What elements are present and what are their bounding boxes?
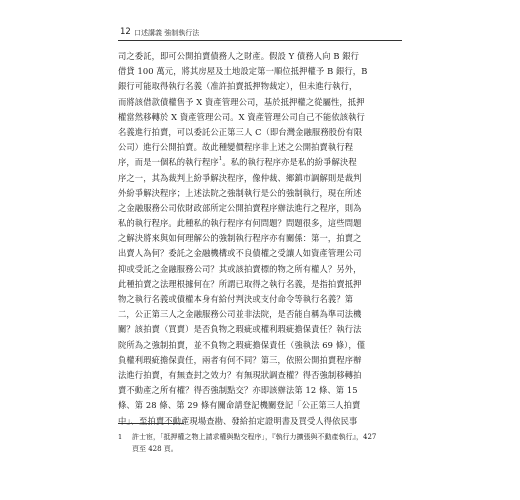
body-line: 之解決將來與如何理解公的強制執行程序亦有關係：第一，拍賣之 <box>118 233 362 244</box>
body-line: 法進行拍賣，有無查封之效力？有無現狀調查權？得否強制移轉拍 <box>118 369 362 380</box>
footnote-text-line1: 許士宦，「抵押權之物上請求權與點交程序」，『執行力擴張與不動產執行』，427 <box>132 433 377 441</box>
body-text <box>118 49 402 429</box>
body-line: 借貸 100 萬元，將其房屋及土地設定第一順位抵押權予 B 銀行，B <box>118 66 368 77</box>
body-line: 關？該拍賣（買賣）是否負物之瑕疵或權利瑕疵擔保責任？執行法 <box>118 324 362 335</box>
body-line: 賣不動產之所有權？得否強制點交？亦即該辦法第 12 條、第 15 <box>118 385 358 396</box>
footnote-number: 1 <box>118 433 123 441</box>
footnote-text-line2: 頁至 428 頁。 <box>132 445 178 453</box>
body-line: 此種拍賣之法理根據何在？所謂已取得之執行名義，是指拍賣抵押 <box>118 278 362 289</box>
running-title: 口述講義 強制執行法 <box>134 29 200 37</box>
footnote-separator <box>118 423 184 424</box>
body-line: 名義進行拍賣，可以委託公正第三人 C（即台灣金融服務股份有限 <box>118 126 363 137</box>
body-line: 序之一，其為裁判上紛爭解決程序，像仲裁、鄉鎮市調解則是裁判 <box>118 172 362 183</box>
body-line: 中」、至拍賣不動產現場查勘、發給拍定證明書及買受人得依民事 <box>118 415 358 426</box>
body-line: 負權利瑕疵擔保責任，兩者有何不同？第三，依照公開拍賣程序辦 <box>118 354 362 365</box>
body-line: 物之執行名義或債權本身有給付判決或支付命令等執行名義？第 <box>118 294 354 304</box>
body-line: 條、第 28 條、第 29 條有關命請登記機關登記「公正第三人拍賣 <box>118 400 361 411</box>
footnote <box>118 431 402 455</box>
page-number: 12 <box>120 27 131 37</box>
body-line: 銀行可能取得執行名義（准許拍賣抵押物裁定），但未進行執行， <box>118 81 358 92</box>
body-line: 之金融服務公司依財政部所定公開拍賣程序辦法進行之程序，則為 <box>118 202 362 213</box>
body-line: 抑或受託之金融服務公司？其或該拍賣標的物之所有權人？另外， <box>118 263 362 274</box>
header-rule <box>118 40 402 41</box>
body-line: 公司）進行公開拍賣。故此種變價程序非上述之公開拍賣執行程 <box>118 142 354 153</box>
body-line: 二，公正第三人之金融服務公司並非法院，是否能自稱為準司法機 <box>118 309 362 320</box>
body-line: 私的執行程序。此種私的執行程序有何問題？問題很多，這些問題 <box>118 218 362 229</box>
body-line: 權當然移轉於 X 資產管理公司。X 資產管理公司自己不能依該執行 <box>118 111 365 122</box>
body-line-text: 序，而是一個私的執行程序 <box>118 157 219 168</box>
body-line: 院所為之強制拍賣，並不負物之瑕疵擔保責任（強執法 69 條），僅 <box>118 339 366 350</box>
body-line-text-tail: 。私的執行程序亦是私的紛爭解決程 <box>222 157 357 168</box>
body-line: 外紛爭解決程序；上述法院之強制執行是公的強制執行，現在所述 <box>118 187 362 198</box>
body-line-with-footnote <box>118 155 402 170</box>
running-header <box>118 26 402 42</box>
body-line: 而將該借款債權售予 X 資產管理公司，基於抵押權之從屬性，抵押 <box>118 96 365 107</box>
body-line: 出賣人為何？委託之金融機構或不良債權之受讓人如資產管理公司 <box>118 248 362 259</box>
footnote-marker[interactable]: 1 <box>218 156 223 163</box>
body-line: 司之委託，即可公開拍賣債務人之財產。假設 Y 債務人向 B 銀行 <box>118 51 360 61</box>
